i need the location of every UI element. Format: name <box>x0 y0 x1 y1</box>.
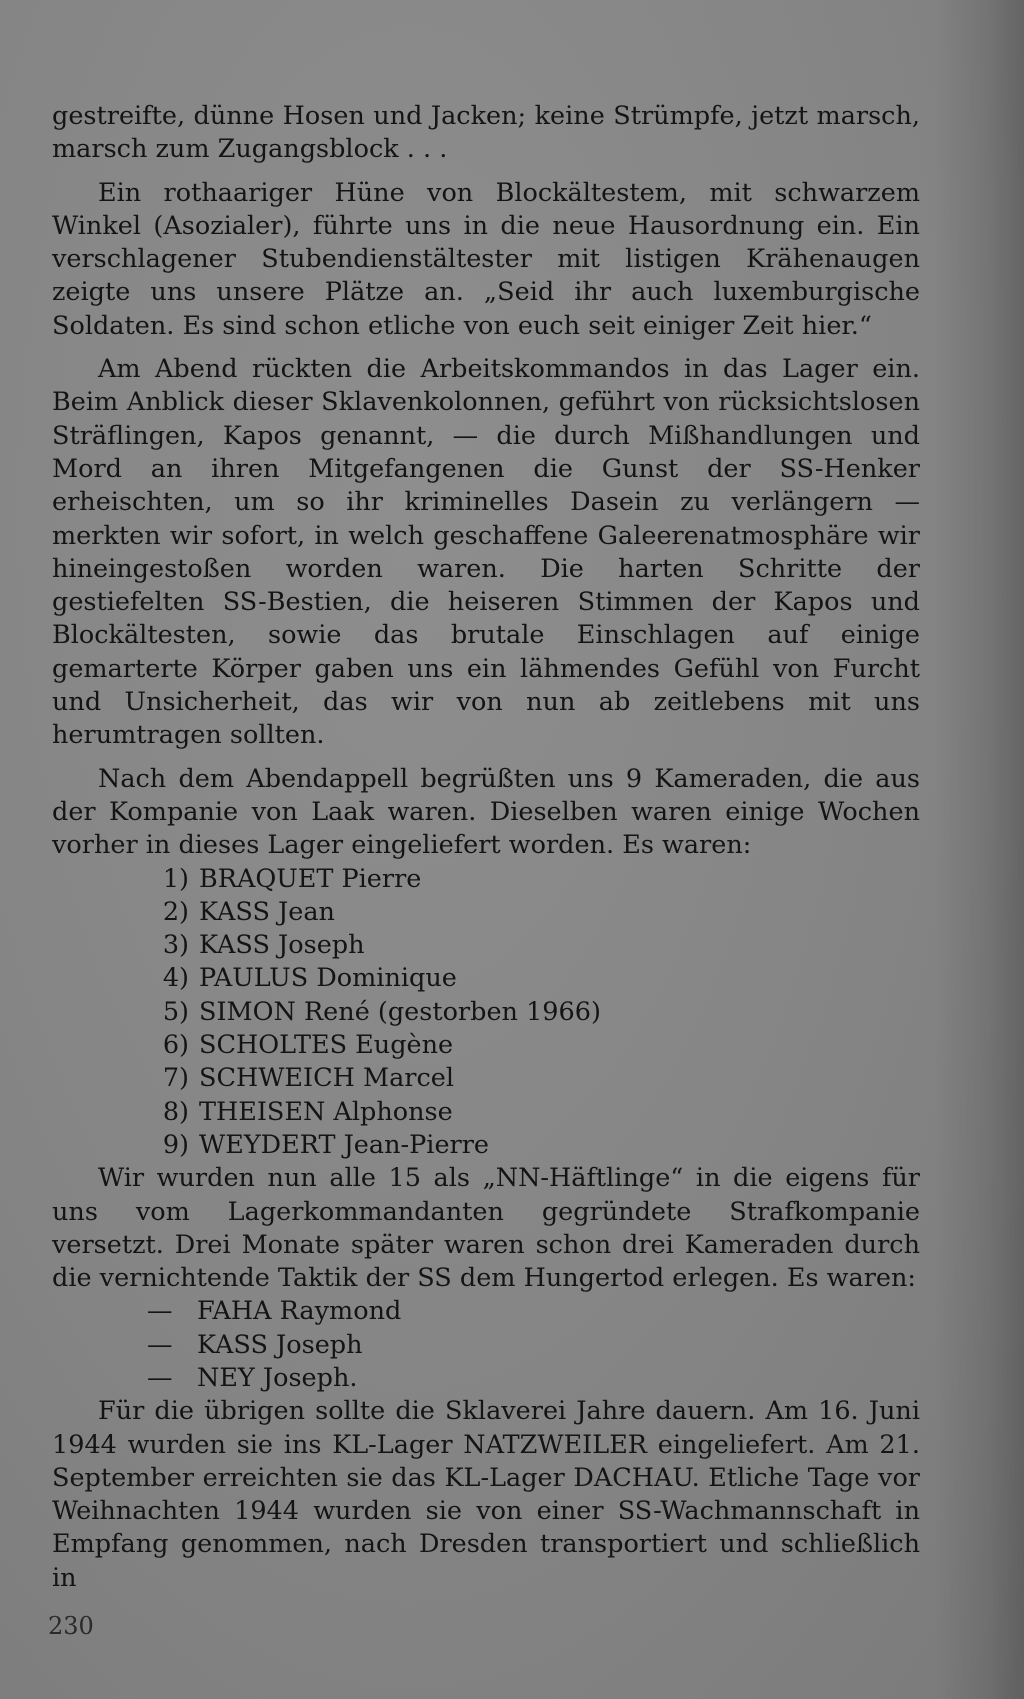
list-number: 2) <box>162 896 189 927</box>
deceased-name: NEY Joseph. <box>197 1362 358 1393</box>
deceased-name: FAHA Raymond <box>197 1296 402 1327</box>
list-item <box>147 1129 920 1162</box>
list-dash: — <box>147 1296 173 1327</box>
list-item <box>147 1062 920 1095</box>
page-edge-shadow <box>934 0 1024 1699</box>
list-item <box>147 929 920 962</box>
comrade-name: KASS Jean <box>199 896 335 927</box>
deceased-list <box>52 1295 920 1395</box>
list-item <box>147 996 920 1029</box>
comrade-name: BRAQUET Pierre <box>199 863 422 894</box>
list-number: 7) <box>162 1063 189 1094</box>
paragraph-3: Am Abend rückten die Arbeitskommandos in das Lager ein. Beim Anblick dieser Sklavenkolonnen, geführt von rücksichtslosen Sträflingen, Kapos genannt, — die durch Mißhandlungen und Mord an ihren Mitgefangenen die Gunst der SS-Henker erheischten, um so ihr kriminelles Dasein zu verlängern — merkten wir sofort, in welch geschaffene Galeerenatmosphäre wir hineingestoßen worden waren. Die harten Schritte der gestiefelten SS-Bestien, die heiseren Stimmen der Kapos und Blockältesten, sowie das brutale Einschlagen auf einige gemarterte Körper gaben uns ein lähmendes Gefühl von Furcht und Unsicherheit, das wir von nun ab zeitlebens mit uns herumtragen sollten. <box>52 354 920 751</box>
list-item <box>147 962 920 995</box>
list-number: 6) <box>162 1030 189 1061</box>
paragraph-1: gestreifte, dünne Hosen und Jacken; keine Strümpfe, jetzt marsch, marsch zum Zugangsblock . . . <box>52 101 920 165</box>
comrade-name: SCHWEICH Marcel <box>199 1063 454 1094</box>
list-item <box>147 1029 920 1062</box>
list-item <box>147 1096 920 1129</box>
list-item <box>147 1329 920 1362</box>
list-number: 5) <box>162 996 189 1027</box>
paragraph-6: Für die übrigen sollte die Sklaverei Jahre dauern. Am 16. Juni 1944 wurden sie ins KL-Lager NATZWEILER eingeliefert. Am 21. September erreichten sie das KL-Lager DACHAU. Etliche Tage vor Weihnachten 1944 wurden sie von einer SS-Wachmannschaft in Empfang genommen, nach Dresden transportiert und schließlich in <box>52 1396 920 1593</box>
list-dash: — <box>147 1362 173 1393</box>
list-item <box>147 863 920 896</box>
comrades-list <box>52 863 920 1163</box>
paragraph-4: Nach dem Abendappell begrüßten uns 9 Kameraden, die aus der Kompanie von Laak waren. Dieselben waren einige Wochen vorher in dieses Lager eingeliefert worden. Es waren: <box>52 763 920 861</box>
deceased-name: KASS Joseph <box>197 1329 363 1360</box>
list-item <box>147 1295 920 1328</box>
comrade-name: SCHOLTES Eugène <box>199 1030 454 1061</box>
page-number: 230 <box>48 1612 94 1640</box>
list-number: 1) <box>162 863 189 894</box>
paragraph-2: Ein rothaariger Hüne von Blockältestem, mit schwarzem Winkel (Asozialer), führte uns in die neue Hausordnung ein. Ein verschlagener Stubendienstältester mit listigen Krähenaugen zeigte uns unsere Plätze an. „Seid ihr auch luxemburgische Soldaten. Es sind schon etliche von euch seit einiger Zeit hier.“ <box>52 177 920 341</box>
list-number: 3) <box>162 930 189 961</box>
comrade-name: PAULUS Dominique <box>199 963 457 994</box>
list-number: 4) <box>162 963 189 994</box>
comrade-name: KASS Joseph <box>199 930 365 961</box>
list-dash: — <box>147 1329 173 1360</box>
list-item <box>147 896 920 929</box>
list-number: 9) <box>162 1129 189 1160</box>
page-text <box>52 100 920 1595</box>
paragraph-5: Wir wurden nun alle 15 als „NN-Häftlinge“ in die eigens für uns vom Lagerkommandanten gegründete Strafkompanie versetzt. Drei Monate später waren schon drei Kameraden durch die vernichtende Taktik der SS dem Hungertod erlegen. Es waren: <box>52 1163 920 1294</box>
comrade-name: SIMON René (gestorben 1966) <box>199 996 601 1027</box>
list-number: 8) <box>162 1096 189 1127</box>
comrade-name: THEISEN Alphonse <box>199 1096 453 1127</box>
list-item <box>147 1362 920 1395</box>
comrade-name: WEYDERT Jean-Pierre <box>199 1129 490 1160</box>
